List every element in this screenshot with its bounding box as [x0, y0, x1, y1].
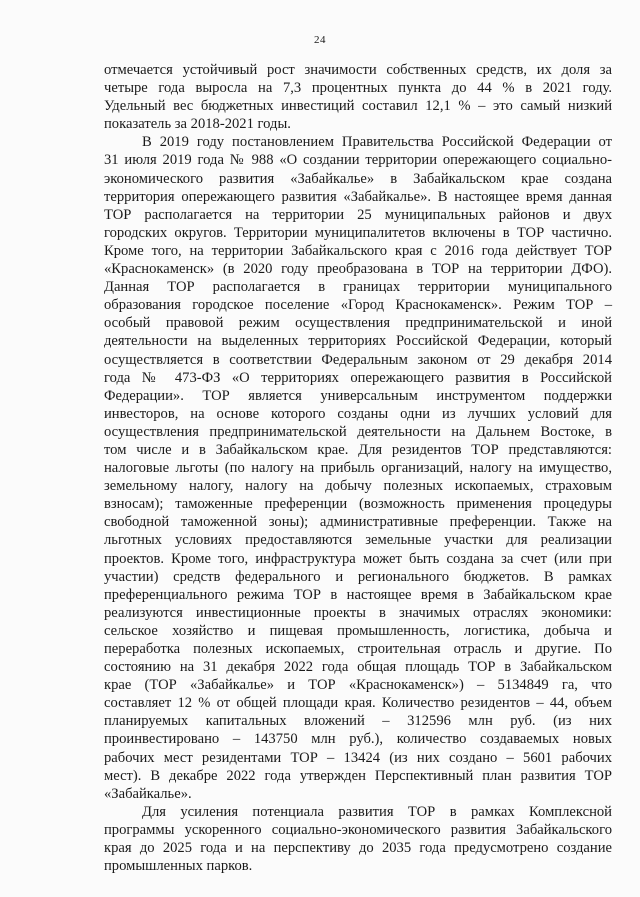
text-line: «Забайкалье».	[104, 785, 192, 802]
text-line: показатель за 2018-2021 годы.	[104, 116, 291, 133]
text-line: реализуются инвестиционные проекты в значимых отраслях экономики:	[104, 604, 612, 621]
text-line: года № 473-ФЗ «О территориях опережающего развития в Российской	[104, 369, 612, 386]
text-line: проинвестировано – 143750 млн руб.), количество создаваемых новых	[104, 731, 612, 748]
text-line: «Краснокаменск» (в 2020 году преобразована в ТОР на территории ДФО).	[104, 261, 612, 278]
text-line: инвесторов, на основе которого созданы одни из лучших условий для	[104, 405, 612, 422]
text-line: 31 июля 2019 года № 988 «О создании территории опережающего социально-	[104, 152, 612, 169]
text-line: образования городское поселение «Город Краснокаменск». Режим ТОР –	[104, 297, 612, 314]
text-line: деятельности на выделенных территориях Российской Федерации, который	[104, 333, 612, 350]
text-line: планируемых капитальных вложений – 312596 млн руб. (из них	[104, 713, 612, 730]
text-line: том числе и в Забайкальском крае. Для резидентов ТОР представляются:	[104, 441, 612, 458]
text-line: налоговые льготы (по налогу на прибыль организаций, налогу на имущество,	[104, 460, 612, 477]
text-line: экономического развития «Забайкалье» в Забайкальском крае создана	[104, 170, 612, 187]
page-number: 24	[314, 34, 326, 46]
text-line: отмечается устойчивый рост значимости собственных средств, их доля за	[104, 62, 612, 78]
text-line: свободной таможенной зоны); административные преференции. Также на	[104, 514, 612, 531]
text-line: состоянию на 31 декабря 2022 года общая площадь ТОР в Забайкальском	[104, 659, 612, 676]
text-line: сельское хозяйство и пищевая промышленность, логистика, добыча и	[104, 622, 612, 639]
text-line: Для усиления потенциала развития ТОР в рамках Комплексной	[142, 803, 612, 820]
text-line: Удельный вес бюджетных инвестиций составил 12,1 % – это самый низкий	[104, 98, 612, 115]
text-line: городских округов. Территории муниципалитетов включены в ТОР частично.	[104, 224, 612, 241]
text-line: участии) средств федерального и регионального бюджетов. В рамках	[104, 568, 612, 585]
text-line: Федерации». ТОР является универсальным инструментом поддержки	[104, 387, 612, 404]
text-line: составляет 12 % от общей площади края. Количество резидентов – 44, объем	[104, 695, 612, 712]
text-line: края до 2025 года и на перспективу до 2035 года предусмотрено создание	[104, 840, 612, 857]
text-line: ТОР располагается на территории 25 муниципальных районов и двух	[104, 206, 612, 223]
paragraph-industrial-parks	[104, 803, 612, 875]
text-line: программы ускоренного социально-экономического развития Забайкальского	[104, 821, 612, 838]
text-line: рабочих мест резидентами ТОР – 13424 (из них создано – 5601 рабочих	[104, 749, 612, 766]
paragraph-tor-zabaikalye	[104, 133, 612, 802]
text-line: преференциального режима ТОР в настоящее время в Забайкальском крае	[104, 586, 612, 603]
text-line: четыре года выросла на 7,3 процентных пункта до 44 % в 2021 году.	[104, 80, 612, 97]
document-body	[104, 61, 612, 875]
text-line: осуществляется в соответствии Федеральным законом от 29 декабря 2014	[104, 351, 612, 368]
text-line: взносам); таможенные преференции (возможность применения процедуры	[104, 496, 612, 513]
paragraph-continuation	[104, 61, 612, 133]
text-line: Кроме того, на территории Забайкальского края с 2016 года действует ТОР	[104, 242, 612, 259]
text-line: льготных условиях предоставляются земельные участки для реализации	[104, 532, 612, 549]
text-line: земельному налогу, налогу на добычу полезных ископаемых, страховым	[104, 478, 612, 495]
text-line: переработка полезных ископаемых, строительная отрасль и другие. По	[104, 641, 612, 657]
text-line: Данная ТОР располагается в границах территории муниципального	[104, 279, 612, 296]
text-line: осуществления предпринимательской деятельности на Дальнем Востоке, в	[104, 423, 612, 440]
text-line: территория опережающего развития «Забайкалье». В настоящее время данная	[104, 188, 612, 205]
text-line: проектов. Кроме того, инфраструктура может быть создана за счет (или при	[104, 550, 612, 567]
text-line: особый правовой режим осуществления предпринимательской и иной	[104, 315, 612, 332]
text-line: мест). В декабре 2022 года утвержден Перспективный план развития ТОР	[104, 767, 612, 784]
text-line: В 2019 году постановлением Правительства Российской Федерации от	[142, 134, 612, 151]
text-line: крае (ТОР «Забайкалье» и ТОР «Краснокаменск») – 5134849 га, что	[104, 677, 612, 694]
text-line: промышленных парков.	[104, 858, 253, 875]
